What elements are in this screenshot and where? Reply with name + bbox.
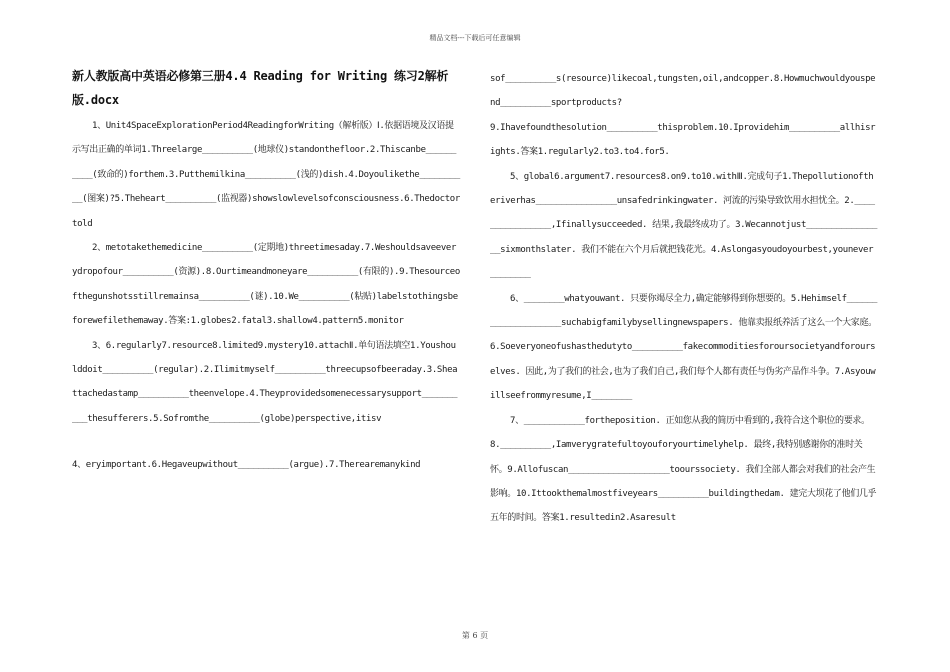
page-header: 精品文档---下载后可任意编辑 [429,34,521,42]
paragraph-6: 6、________whatyouwant. 只要你竭尽全力,确定能够得到你想要的。5.Hehimself____________________suchabigfamilybysellingnewspapers. 他靠卖报纸养活了这么一个大家庭。6.Soeveryoneofushasthedutyto__________fakecommoditiesforoursocietyandforourselves. 因此,为了我们的社会,也为了我们自己,我们每个人都有责任与伪劣产品作斗争。7.Asyouwillseefrommyresume,I________ [490,293,878,402]
document-title: 新人教版高中英语必修第三册4.4 Reading for Writing 练习2解析版.docx [72,69,449,107]
paragraph-4: 4、eryimportant.6.Hegaveupwithout__________(argue).7.Therearemanykind [72,460,421,471]
paragraph-4-answers: 9.Ihavefoundthesolution__________thisproblem.10.Iprovidehim__________allhisrights.答案1.regularly2.to3.to4.for5. [490,122,876,158]
paragraph-gap [72,431,460,453]
left-column [72,64,460,478]
page-footer: 第 6 页 [461,631,489,640]
paragraph-2: 2、metotakethemedicine__________(定期地)threetimesaday.7.Weshouldsaveeverydropofour__________(资源).8.Ourtimeandmoneyare__________(有限的).9.Thesourceofthegunshotsstillremainsa__________(谜).10.We__________(粘贴)labelstothingsbeforewefilethemaway.答案:1.globes2.fatal3.shallow4.pattern5.monitor [72,243,460,327]
paragraph-4-cont: sof__________s(resource)likecoal,tungsten,oil,andcopper.8.Howmuchwouldyouspend__________sportproducts? [490,74,876,109]
right-column [490,67,878,531]
paragraph-5: 5、global6.argument7.resources8.on9.to10.withⅢ.完成句子1.Thepollutionoftheriverhas________________unsafedrinkingwater. 河流的污染导致饮用水担忧全。2.________________,Ifinallysucceeded. 结果,我最终成功了。3.Wecannotjust________________sixmonthslater. 我们不能在六个月后就把钱花光。4.Aslongasyoudoyourbest,younever________ [490,171,878,280]
paragraph-7: 7、____________fortheposition. 正如您从我的简历中看到的,我符合这个职位的要求。8.__________,Iamverygratefultoyouforyourtimelyhelp. 最终,我特别感谢你的准时关怀。9.Allofuscan____________________toourssociety. 我们全部人都会对我们的社会产生影响。10.Ittookthemalmostfiveyears__________buildingthedam. 建完大坝花了他们几乎五年的时间。答案1.resultedin2.Asaresult [490,415,877,524]
paragraph-3: 3、6.regularly7.resource8.limited9.mystery10.attachⅡ.单句语法填空1.Youshoulddoit__________(regular).2.Ilimitmyself__________threecupsofbeeraday.3.Sheattachedastamp__________theenvelope.4.Theyprovidedsomenecessarysupport__________thesufferers.5.Sofromthe__________(globe)perspective,itisv [72,340,458,424]
paragraph-1: 1、Unit4SpaceExplorationPeriod4ReadingforWriting（解析版）Ⅰ.依据语境及汉语提示写出正确的单词1.Threelarge__________(地球仪)standonthefloor.2.Thiscanbe__________(致命的)forthem.3.Putthemilkina__________(浅的)dish.4.Doyoulikethe__________(图案)?5.Theheart__________(监视器)showslowlevelsofconsciousness.6.Thedoctortold [72,121,460,229]
